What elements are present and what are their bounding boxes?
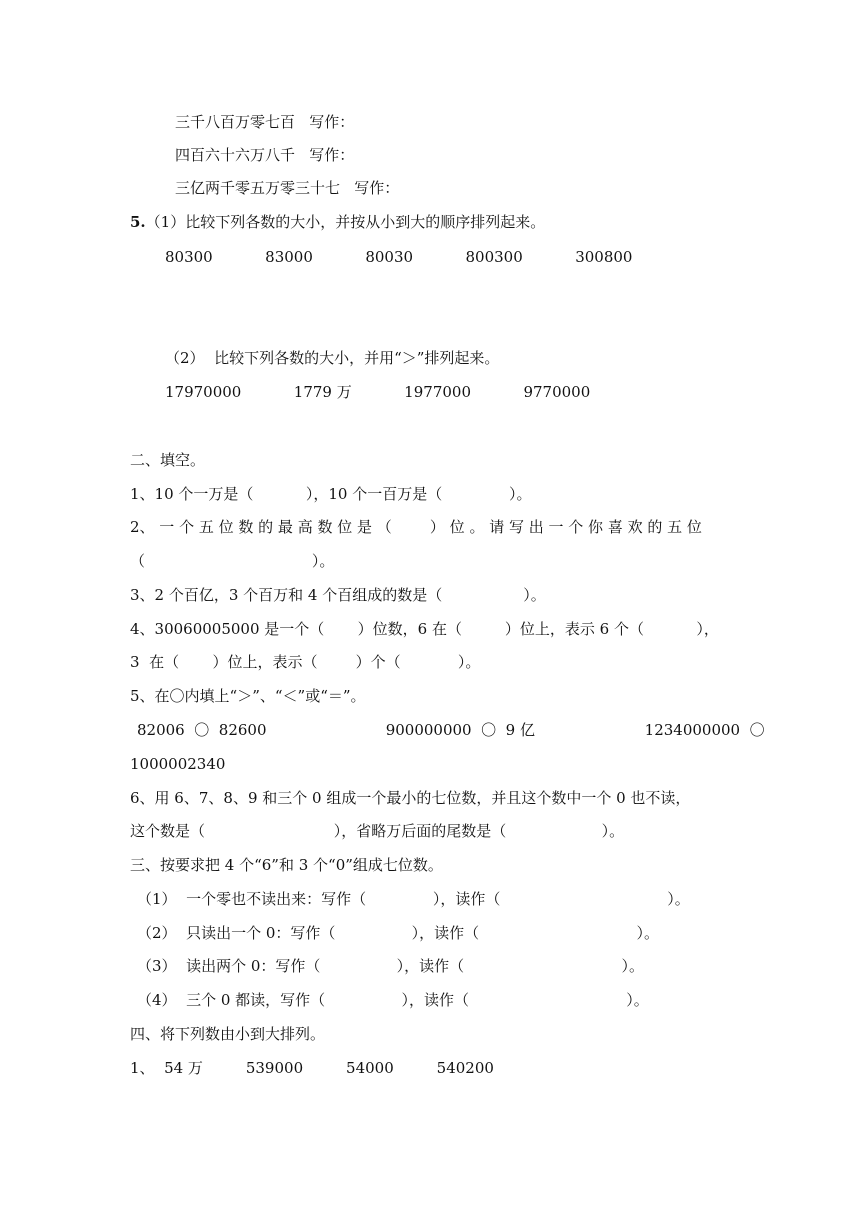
compare-row: 82006 〇 82600 900000000 〇 9 亿 1234000000 〇 xyxy=(137,721,765,739)
fill-item-2: 2、 一 个 五 位 数 的 最 高 数 位 是 （ ） 位 。 请 写 出 一 个 你 喜 欢 的 五 位 xyxy=(130,518,702,536)
seven-digit-item-1: （1） 一个零也不读出来：写作（ ），读作（ ）。 xyxy=(137,890,690,908)
seven-digit-item-4: （4） 三个 0 都读，写作（ ），读作（ ）。 xyxy=(137,991,649,1009)
number-list-1: 80300 83000 80030 800300 300800 xyxy=(165,248,633,266)
seven-digit-item-3: （3） 读出两个 0：写作（ ），读作（ ）。 xyxy=(137,957,645,975)
write-item-2: 四百六十六万八千 写作： xyxy=(175,146,355,164)
question-5-1 xyxy=(130,212,545,232)
fill-item-4: 4、30060005000 是一个（ ）位数，6 在（ ）位上，表示 6 个（ ）， xyxy=(130,620,719,638)
question-number: 5. xyxy=(130,213,146,231)
write-item-3: 三亿两千零五万零三十七 写作： xyxy=(175,179,400,197)
fill-item-6: 6、用 6、7、8、9 和三个 0 组成一个最小的七位数，并且这个数中一个 0 也不读， xyxy=(130,789,691,807)
order-item-1: 1、 54 万 539000 54000 540200 xyxy=(130,1059,494,1077)
section-heading-2: 二、填空。 xyxy=(130,451,206,469)
fill-item-4-cont: 3 在（ ）位上，表示（ ）个（ ）。 xyxy=(130,653,481,671)
compare-row-cont: 1000002340 xyxy=(130,755,226,773)
fill-item-6-cont: 这个数是（ ），省略万后面的尾数是（ ）。 xyxy=(130,822,625,840)
section-heading-4: 四、将下列数由小到大排列。 xyxy=(130,1025,326,1043)
fill-item-5: 5、在〇内填上“＞”、“＜”或“＝”。 xyxy=(130,687,366,705)
fill-item-2-cont: （ ）。 xyxy=(130,552,335,570)
write-item-1: 三千八百万零七百 写作： xyxy=(175,113,355,131)
fill-item-1: 1、10 个一万是（ ），10 个一百万是（ ）。 xyxy=(130,485,532,503)
number-list-2: 17970000 1779 万 1977000 9770000 xyxy=(165,383,591,401)
section-heading-3: 三、按要求把 4 个“6”和 3 个“0”组成七位数。 xyxy=(130,856,443,874)
fill-item-3: 3、2 个百亿，3 个百万和 4 个百组成的数是（ ）。 xyxy=(130,586,546,604)
question-5-2: （2） 比较下列各数的大小，并用“＞”排列起来。 xyxy=(165,349,500,367)
question-text: （1）比较下列各数的大小，并按从小到大的顺序排列起来。 xyxy=(145,213,546,231)
seven-digit-item-2: （2） 只读出一个 0：写作（ ），读作（ ）。 xyxy=(137,924,660,942)
